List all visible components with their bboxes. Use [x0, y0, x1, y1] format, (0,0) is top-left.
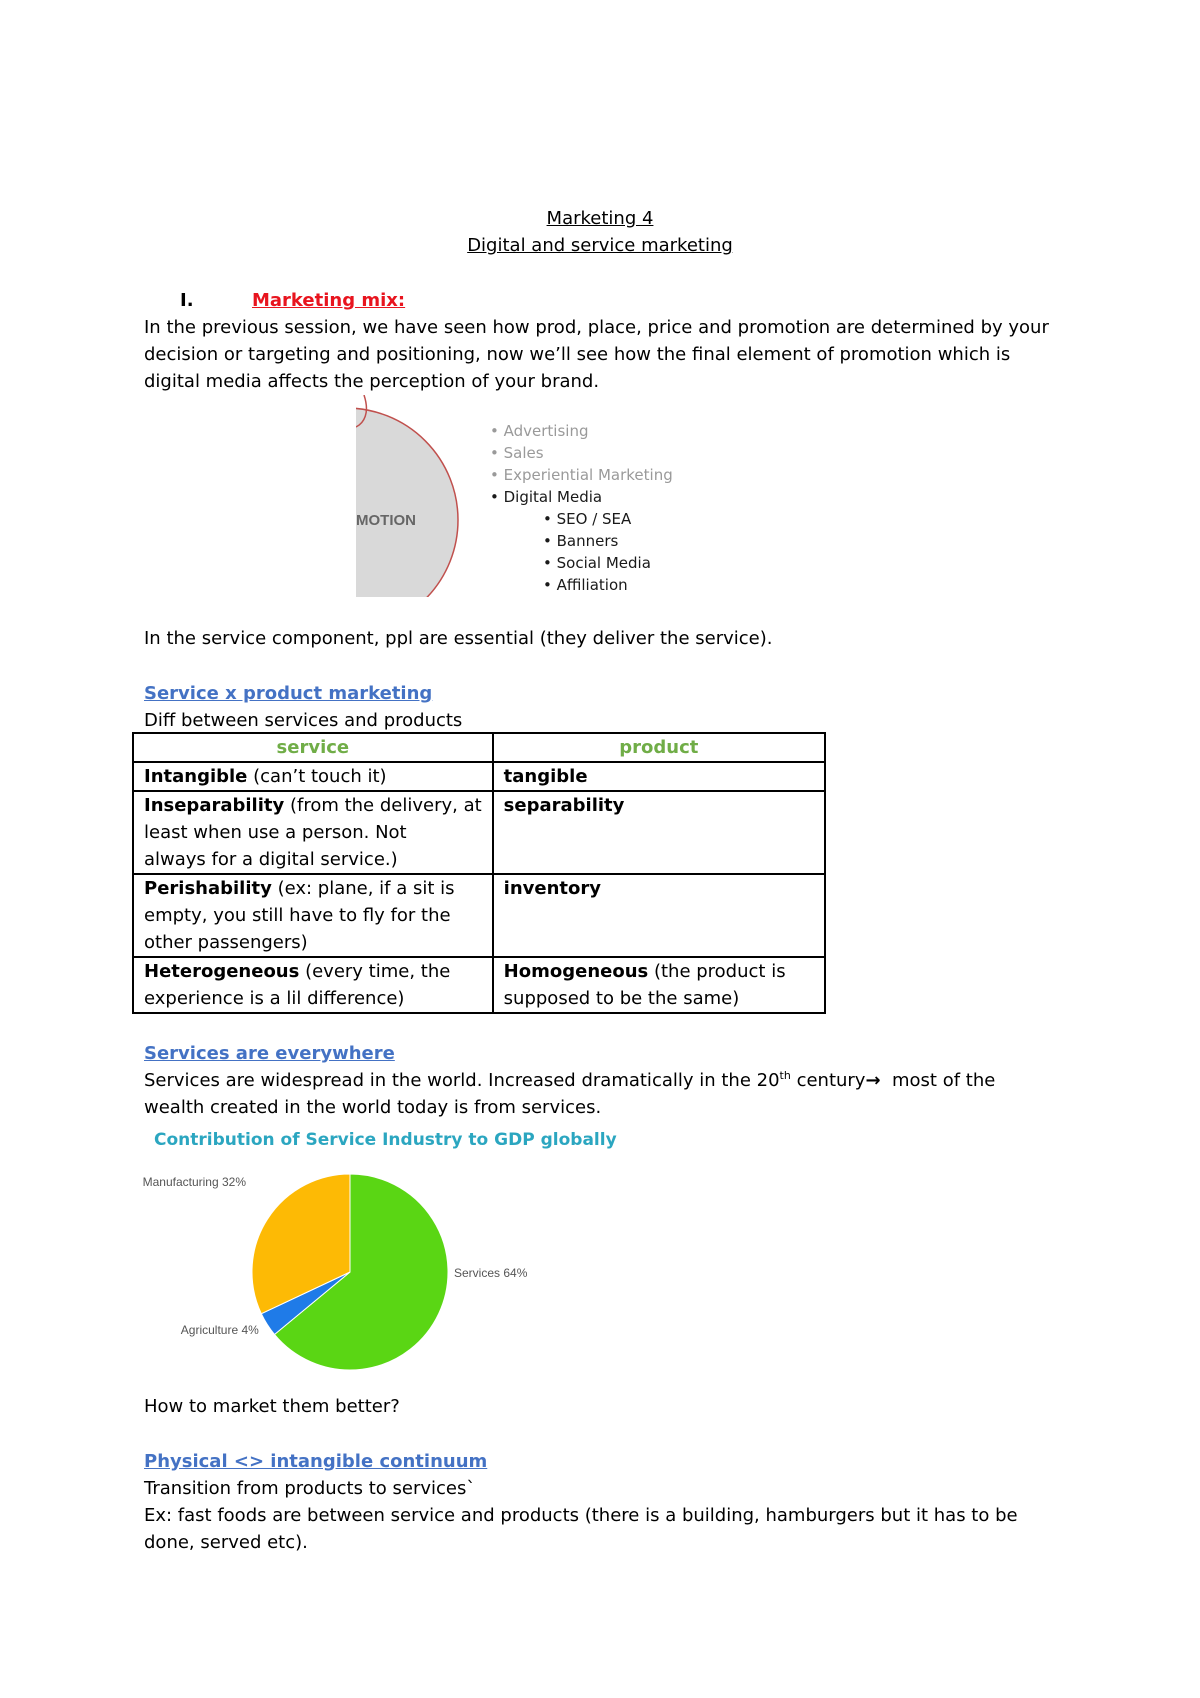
table-row: [133, 762, 825, 791]
section-heading-marketing-mix: Marketing mix:: [252, 290, 406, 311]
cell-detail: (ex: plane, if a sit is: [271, 878, 455, 899]
cell-detail-line: always for a digital service.): [144, 849, 398, 870]
paragraph-line: digital media affects the perception of your brand.: [144, 371, 600, 392]
bullet-icon: •: [490, 444, 504, 462]
service-product-table: [132, 732, 826, 1014]
cell-term: separability: [503, 795, 625, 816]
service-cell: [133, 874, 493, 957]
question-text: How to market them better?: [144, 1396, 400, 1417]
product-cell: [493, 874, 825, 957]
cell-term: tangible: [503, 766, 588, 787]
promotion-item: [543, 574, 628, 596]
cell-detail: (the product is: [648, 961, 786, 982]
doc-title: Marketing 4: [546, 208, 654, 229]
header-product: product: [493, 733, 825, 762]
gdp-pie-chart: [140, 1160, 560, 1370]
service-note: In the service component, ppl are essential (they deliver the service).: [144, 628, 773, 649]
table-row: [133, 957, 825, 1013]
table-row: [133, 791, 825, 874]
services-text-b: century: [790, 1070, 866, 1091]
ordinal-suffix: th: [779, 1069, 791, 1082]
promotion-item: [543, 552, 651, 574]
section-numeral: I.: [180, 290, 194, 311]
promotion-item-label: Affiliation: [556, 576, 628, 594]
continuum-line-3: done, served etc).: [144, 1532, 308, 1553]
cell-detail-line: experience is a lil difference): [144, 988, 405, 1009]
pie-slice-label: Manufacturing 32%: [142, 1175, 246, 1189]
service-cell: [133, 762, 493, 791]
heading-services-everywhere: Services are everywhere: [144, 1043, 395, 1064]
product-cell: [493, 762, 825, 791]
cell-term: Intangible: [144, 766, 248, 787]
promotion-item-label: Social Media: [556, 554, 651, 572]
cell-detail-line: supposed to be the same): [503, 988, 740, 1009]
continuum-line-1: Transition from products to services`: [144, 1478, 476, 1499]
promotion-item-label: Digital Media: [503, 488, 603, 506]
cell-term: Perishability: [144, 878, 272, 899]
pie-slice-label: Services 64%: [454, 1266, 528, 1280]
services-line-2: wealth created in the world today is from services.: [144, 1097, 602, 1118]
paragraph-line: In the previous session, we have seen how prod, place, price and promotion are determined by your: [144, 317, 1049, 338]
product-cell: [493, 957, 825, 1013]
doc-subtitle: Digital and service marketing: [467, 235, 733, 256]
cell-detail: (can’t touch it): [247, 766, 387, 787]
promotion-item-label: Sales: [503, 444, 544, 462]
paragraph-line: decision or targeting and positioning, now we’ll see how the final element of promotion which is: [144, 344, 1011, 365]
chart-title: Contribution of Service Industry to GDP globally: [154, 1130, 617, 1150]
product-cell: [493, 791, 825, 874]
promotion-item: [543, 508, 631, 530]
cell-detail-line: least when use a person. Not: [144, 822, 407, 843]
bullet-icon: •: [543, 532, 557, 550]
pie-slice-label: Agriculture 4%: [180, 1322, 259, 1337]
cell-detail: (from the delivery, at: [284, 795, 482, 816]
bullet-icon: •: [543, 554, 557, 572]
promotion-item: [490, 486, 602, 508]
cell-detail: (every time, the: [299, 961, 451, 982]
heading-continuum: Physical <> intangible continuum: [144, 1451, 488, 1472]
table-intro: Diff between services and products: [144, 710, 463, 731]
promotion-circle-label: MOTION: [356, 512, 416, 529]
header-service: service: [133, 733, 493, 762]
table-header-row: [133, 733, 825, 762]
promotion-item: [490, 420, 588, 442]
promotion-item: [490, 442, 544, 464]
services-line-1: [144, 1067, 995, 1094]
cell-term: inventory: [503, 878, 601, 899]
promotion-item-label: SEO / SEA: [556, 510, 632, 528]
promotion-item-label: Advertising: [503, 422, 589, 440]
arrow-right-icon: →: [865, 1070, 881, 1091]
cell-detail-line: empty, you still have to fly for the: [144, 905, 451, 926]
bullet-icon: •: [490, 422, 504, 440]
promotion-item-label: Banners: [556, 532, 619, 550]
promotion-item: [543, 530, 618, 552]
heading-service-product: Service x product marketing: [144, 683, 433, 704]
service-cell: [133, 957, 493, 1013]
cell-detail-line: other passengers): [144, 932, 308, 953]
service-cell: [133, 791, 493, 874]
table-row: [133, 874, 825, 957]
promotion-item-label: Experiential Marketing: [503, 466, 673, 484]
cell-term: Heterogeneous: [144, 961, 300, 982]
bullet-icon: •: [543, 510, 557, 528]
services-text-a: Services are widespread in the world. Increased dramatically in the 20: [144, 1070, 780, 1091]
bullet-icon: •: [490, 488, 504, 506]
cell-term: Inseparability: [144, 795, 285, 816]
continuum-line-2: Ex: fast foods are between service and products (there is a building, hamburgers but it has to be: [144, 1505, 1018, 1526]
bullet-icon: •: [543, 576, 557, 594]
bullet-icon: •: [490, 466, 504, 484]
cell-term: Homogeneous: [503, 961, 649, 982]
services-text-c: most of the: [880, 1070, 996, 1091]
promotion-item: [490, 464, 673, 486]
